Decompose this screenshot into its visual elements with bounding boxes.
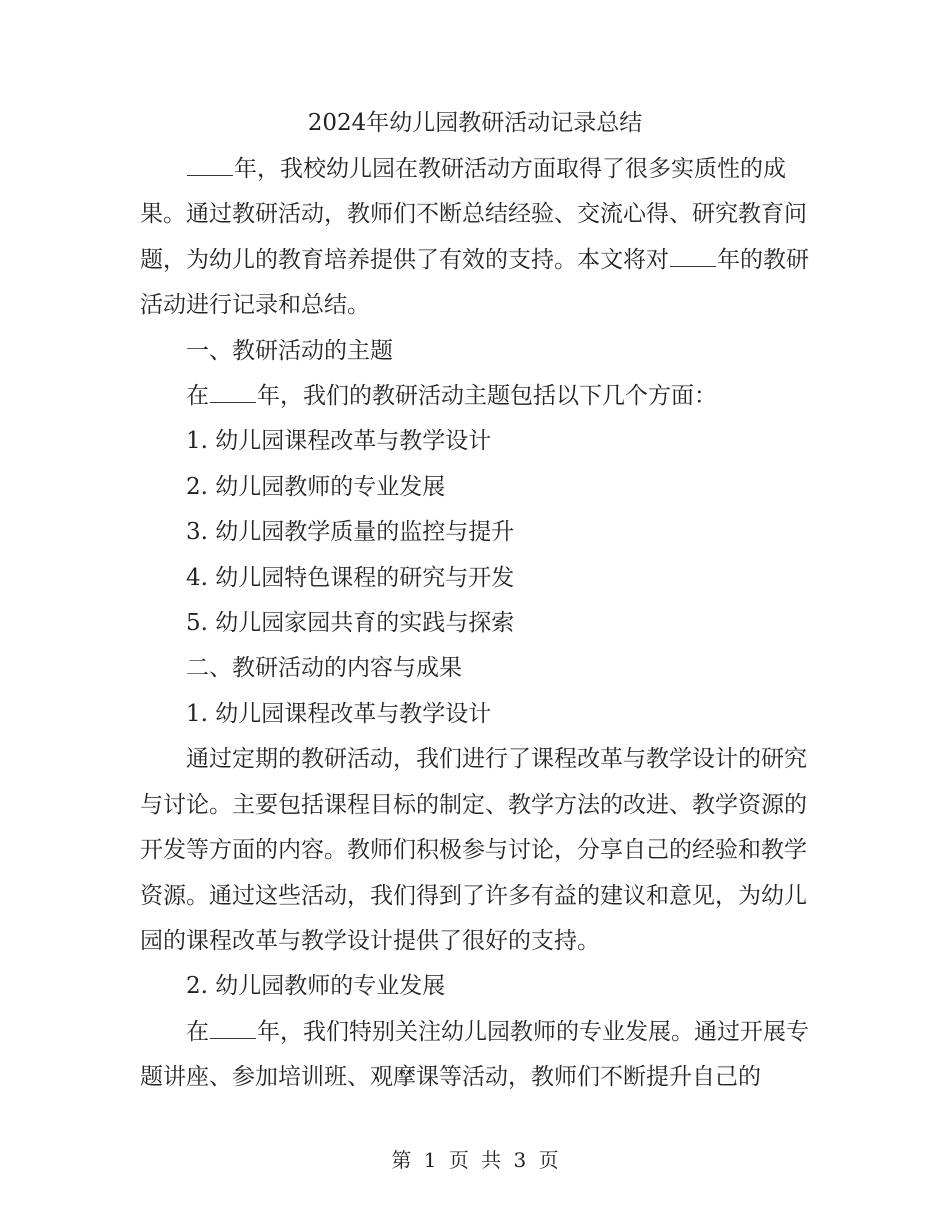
themes-lead-before: 在 [186,383,209,410]
teacher-development-after: 年，我们特别关注幼儿园教师的专业发展。通过开展专题讲座、参加培训班、观摩课等活动，教师们不断提升自己的 [140,1018,809,1091]
teacher-development-before: 在 [186,1018,209,1045]
subsection-heading-curriculum: 1. 幼儿园课程改革与教学设计 [186,700,492,727]
section-heading-content: 二、教研活动的内容与成果 [186,655,462,682]
blank-line [210,1036,256,1039]
intro-text-part2: 年的教研活动进行记录和总结。 [140,246,809,319]
topic-item: 3. 幼儿园教学质量的监控与提升 [186,519,515,546]
themes-lead-after: 年，我们的教研活动主题包括以下几个方面： [257,383,717,410]
themes-lead [140,374,810,419]
blank-line [187,173,233,176]
section-heading-themes: 一、教研活动的主题 [186,337,393,364]
blank-line [210,400,256,403]
subsection-heading-teacher-development: 2. 幼儿园教师的专业发展 [186,973,446,1000]
intro-text-part1: 年，我校幼儿园在教研活动方面取得了很多实质性的成果。通过教研活动，教师们不断总结经验、交流心得、研究教育问题，为幼儿的教育培养提供了有效的支持。本文将对 [140,156,807,273]
topic-item: 4. 幼儿园特色课程的研究与开发 [186,564,515,591]
topic-item: 1. 幼儿园课程改革与教学设计 [186,428,492,455]
topic-item: 5. 幼儿园家园共育的实践与探索 [186,610,515,637]
topic-item: 2. 幼儿园教师的专业发展 [186,473,446,500]
intro-paragraph [140,147,810,329]
teacher-development-paragraph [140,1010,810,1101]
curriculum-paragraph: 通过定期的教研活动，我们进行了课程改革与教学设计的研究与讨论。主要包括课程目标的制定、教学方法的改进、教学资源的开发等方面的内容。教师们积极参与讨论，分享自己的经验和教学资源。通过这些活动，我们得到了许多有益的建议和意见，为幼儿园的课程改革与教学设计提供了很好的支持。 [140,746,807,954]
page-footer: 第 1 页 共 3 页 [391,1148,559,1172]
document-title: 2024年幼儿园教研活动记录总结 [307,110,643,136]
blank-line [670,264,716,267]
document-body [140,147,810,1101]
